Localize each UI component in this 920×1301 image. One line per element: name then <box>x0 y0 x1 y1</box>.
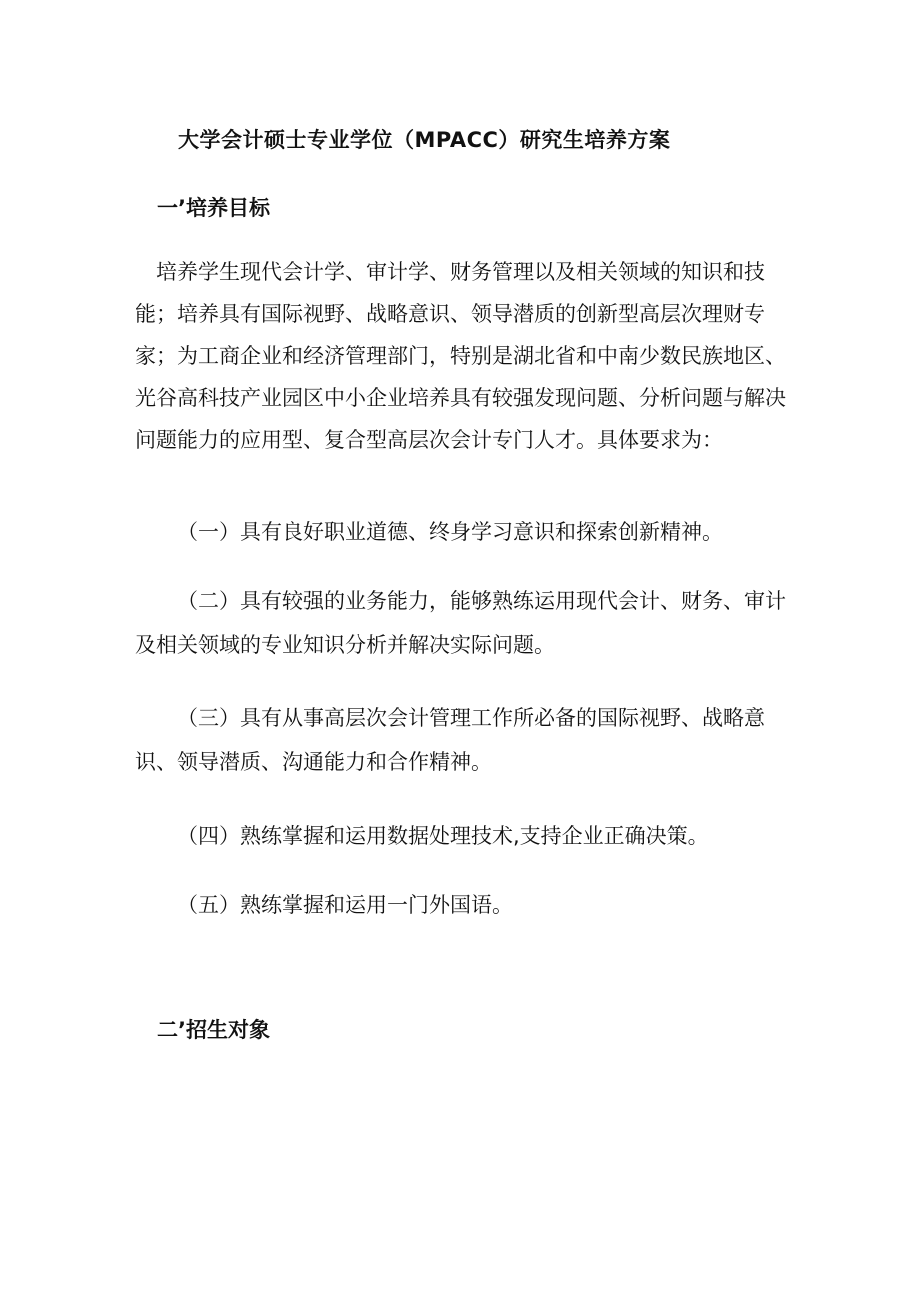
section-intro-paragraph: 培养学生现代会计学、审计学、财务管理以及相关领域的知识和技能；培养具有国际视野、战略意识、领导潜质的创新型高层次理财专家；为工商企业和经济管理部门，特别是湖北省和中南少数民族地区、光谷高科技产业园区中小企业培养具有较强发现问题、分析问题与解决问题能力的应用型、复合型高层次会计专门人才。具体要求为： <box>135 260 786 452</box>
requirement-item-1: （一）具有良好职业道德、终身学习意识和探索创新精神。 <box>177 520 723 544</box>
section-heading-admission-targets: 二’招生对象 <box>157 1018 270 1042</box>
requirement-item-4: （四）熟练掌握和运用数据处理技术,支持企业正确决策。 <box>177 824 709 848</box>
section-heading-training-goals: 一’培养目标 <box>157 196 270 220</box>
requirement-item-3: （三）具有从事高层次会计管理工作所必备的国际视野、战略意识、领导潜质、沟通能力和合作精神。 <box>135 706 765 774</box>
document-title: 大学会计硕士专业学位（MPACC）研究生培养方案 <box>178 128 671 152</box>
requirement-item-2: （二）具有较强的业务能力，能够熟练运用现代会计、财务、审计及相关领域的专业知识分析并解决实际问题。 <box>135 589 786 657</box>
requirement-item-5: （五）熟练掌握和运用一门外国语。 <box>177 893 513 917</box>
